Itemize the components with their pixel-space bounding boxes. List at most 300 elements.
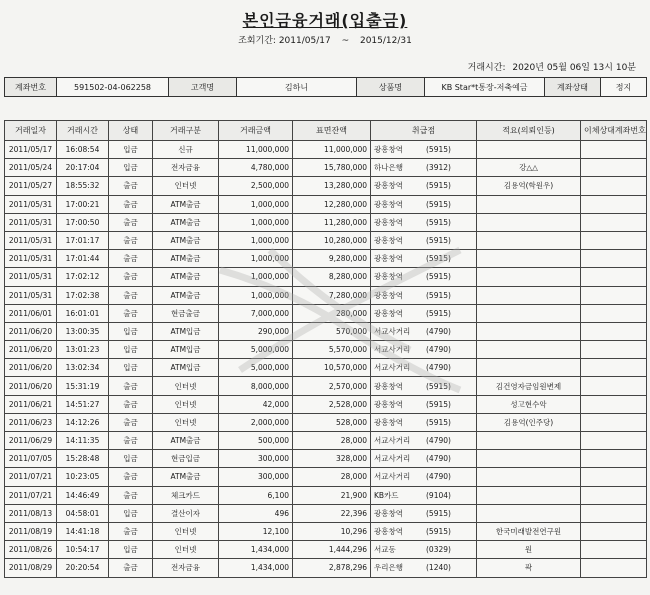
document-title: 본인금융거래(입출금)	[242, 11, 408, 30]
branch-code: (5915)	[426, 290, 451, 300]
row-balance: 28,000	[293, 432, 371, 450]
inquiry-period	[0, 33, 650, 46]
row-amount: 1,434,000	[219, 559, 293, 577]
branch-name: 광흥창역	[374, 181, 403, 191]
row-time: 17:01:44	[57, 250, 109, 268]
table-row	[5, 304, 647, 322]
row-memo: 한국미래발전연구원	[477, 522, 581, 540]
header-counter-account: 이체상대계좌번호	[581, 121, 647, 141]
row-memo	[477, 304, 581, 322]
header-balance: 표면잔액	[293, 121, 371, 141]
row-status: 출금	[109, 522, 153, 540]
account-no-label: 계좌번호	[5, 78, 57, 97]
row-date: 2011/07/21	[5, 468, 57, 486]
row-memo: 김용억(인주당)	[477, 413, 581, 431]
row-date: 2011/08/26	[5, 541, 57, 559]
account-info-table	[4, 77, 647, 97]
print-time	[464, 60, 636, 73]
row-type: 인터넷	[153, 541, 219, 559]
row-branch	[371, 395, 477, 413]
row-type: 인터넷	[153, 377, 219, 395]
row-balance: 2,878,296	[293, 559, 371, 577]
row-type: ATM입금	[153, 322, 219, 340]
row-time: 14:46:49	[57, 486, 109, 504]
row-balance: 570,000	[293, 322, 371, 340]
row-branch	[371, 195, 477, 213]
row-type: ATM출금	[153, 432, 219, 450]
branch-name: 광흥창역	[374, 199, 403, 209]
table-row	[5, 341, 647, 359]
row-balance: 28,000	[293, 468, 371, 486]
row-counter-account	[581, 432, 647, 450]
row-amount: 496	[219, 504, 293, 522]
status-value: 정지	[601, 78, 647, 97]
row-date: 2011/05/31	[5, 268, 57, 286]
row-memo	[477, 432, 581, 450]
row-type: ATM출금	[153, 468, 219, 486]
status-label: 계좌상태	[545, 78, 601, 97]
branch-code: (5915)	[426, 308, 451, 318]
row-balance: 10,296	[293, 522, 371, 540]
table-row	[5, 268, 647, 286]
row-memo: 원	[477, 541, 581, 559]
row-branch	[371, 522, 477, 540]
table-row	[5, 468, 647, 486]
row-date: 2011/05/31	[5, 286, 57, 304]
row-balance: 2,528,000	[293, 395, 371, 413]
row-status: 입금	[109, 504, 153, 522]
row-counter-account	[581, 377, 647, 395]
row-time: 17:02:38	[57, 286, 109, 304]
branch-name: 서교동	[374, 545, 396, 555]
branch-name: 광흥창역	[374, 254, 403, 264]
branch-name: 광흥창역	[374, 308, 403, 318]
table-row	[5, 159, 647, 177]
branch-name: 서교사거리	[374, 436, 411, 446]
period-end: 2015/12/31	[359, 36, 412, 46]
row-date: 2011/05/31	[5, 250, 57, 268]
account-info-row	[5, 78, 647, 97]
row-memo	[477, 268, 581, 286]
row-branch	[371, 286, 477, 304]
row-type: ATM출금	[153, 213, 219, 231]
header-amount: 거래금액	[219, 121, 293, 141]
row-counter-account	[581, 322, 647, 340]
row-time: 17:01:17	[57, 231, 109, 249]
branch-code: (0329)	[426, 545, 451, 555]
row-amount: 1,000,000	[219, 213, 293, 231]
row-type: ATM입금	[153, 359, 219, 377]
row-counter-account	[581, 504, 647, 522]
row-amount: 290,000	[219, 322, 293, 340]
row-balance: 10,570,000	[293, 359, 371, 377]
row-status: 출금	[109, 231, 153, 249]
table-row	[5, 486, 647, 504]
branch-code: (4790)	[426, 326, 451, 336]
branch-name: 광흥창역	[374, 236, 403, 246]
row-time: 14:11:35	[57, 432, 109, 450]
row-counter-account	[581, 304, 647, 322]
header-type: 거래구분	[153, 121, 219, 141]
row-branch	[371, 450, 477, 468]
table-row	[5, 213, 647, 231]
branch-code: (9104)	[426, 490, 451, 500]
branch-code: (4790)	[426, 436, 451, 446]
row-branch	[371, 486, 477, 504]
row-memo	[477, 322, 581, 340]
branch-name: 광흥창역	[374, 272, 403, 282]
row-balance: 13,280,000	[293, 177, 371, 195]
row-branch	[371, 359, 477, 377]
branch-code: (5915)	[426, 199, 451, 209]
row-status: 출금	[109, 432, 153, 450]
row-counter-account	[581, 541, 647, 559]
row-counter-account	[581, 286, 647, 304]
branch-code: (5915)	[426, 181, 451, 191]
row-balance: 528,000	[293, 413, 371, 431]
row-time: 10:54:17	[57, 541, 109, 559]
row-memo: 성고현수악	[477, 395, 581, 413]
row-memo	[477, 195, 581, 213]
branch-name: 우리은행	[374, 563, 403, 573]
branch-name: 서교사거리	[374, 363, 411, 373]
branch-code: (5915)	[426, 145, 451, 155]
row-branch	[371, 231, 477, 249]
header-branch: 취급점	[371, 121, 477, 141]
row-amount: 5,000,000	[219, 341, 293, 359]
row-counter-account	[581, 268, 647, 286]
period-start: 2011/05/17	[278, 36, 331, 46]
row-memo	[477, 141, 581, 159]
branch-name: 서교사거리	[374, 472, 411, 482]
row-status: 출금	[109, 413, 153, 431]
branch-name: 광흥창역	[374, 417, 403, 427]
table-row	[5, 559, 647, 577]
row-date: 2011/05/31	[5, 231, 57, 249]
row-status: 입금	[109, 159, 153, 177]
row-counter-account	[581, 141, 647, 159]
row-balance: 1,444,296	[293, 541, 371, 559]
branch-name: 하나은행	[374, 163, 403, 173]
row-balance: 12,280,000	[293, 195, 371, 213]
row-status: 출금	[109, 468, 153, 486]
row-time: 16:08:54	[57, 141, 109, 159]
row-date: 2011/06/23	[5, 413, 57, 431]
row-memo: 곽	[477, 559, 581, 577]
row-memo	[477, 250, 581, 268]
table-row	[5, 395, 647, 413]
branch-name: 서교사거리	[374, 345, 411, 355]
row-memo	[477, 504, 581, 522]
row-memo	[477, 341, 581, 359]
row-status: 출금	[109, 195, 153, 213]
row-type: ATM입금	[153, 341, 219, 359]
product-name: KB Star*t통장-저축예금	[425, 78, 545, 97]
table-row	[5, 541, 647, 559]
row-date: 2011/08/13	[5, 504, 57, 522]
transaction-table	[4, 120, 647, 578]
row-amount: 7,000,000	[219, 304, 293, 322]
customer-label: 고객명	[169, 78, 237, 97]
row-counter-account	[581, 177, 647, 195]
row-balance: 15,780,000	[293, 159, 371, 177]
table-row	[5, 195, 647, 213]
table-row	[5, 141, 647, 159]
row-memo: 강△△	[477, 159, 581, 177]
branch-name: 광흥창역	[374, 290, 403, 300]
row-branch	[371, 268, 477, 286]
print-time-value: 2020년 05월 06일 13시 10분	[512, 63, 636, 73]
branch-name: 광흥창역	[374, 508, 403, 518]
row-counter-account	[581, 413, 647, 431]
row-branch	[371, 322, 477, 340]
row-time: 14:51:27	[57, 395, 109, 413]
customer-name: 김하니	[237, 78, 357, 97]
table-row	[5, 504, 647, 522]
row-counter-account	[581, 559, 647, 577]
row-type: ATM출금	[153, 250, 219, 268]
row-type: ATM출금	[153, 286, 219, 304]
row-memo	[477, 486, 581, 504]
row-type: 현금입금	[153, 450, 219, 468]
table-row	[5, 286, 647, 304]
branch-name: 서교사거리	[374, 326, 411, 336]
table-row	[5, 432, 647, 450]
row-branch	[371, 413, 477, 431]
row-date: 2011/05/31	[5, 213, 57, 231]
row-amount: 500,000	[219, 432, 293, 450]
branch-name: 광흥창역	[374, 145, 403, 155]
header-status: 상태	[109, 121, 153, 141]
row-amount: 42,000	[219, 395, 293, 413]
branch-code: (5915)	[426, 254, 451, 264]
row-amount: 300,000	[219, 450, 293, 468]
row-type: 현금출금	[153, 304, 219, 322]
row-time: 20:20:54	[57, 559, 109, 577]
branch-name: 광흥창역	[374, 217, 403, 227]
branch-name: 광흥창역	[374, 381, 403, 391]
row-status: 출금	[109, 250, 153, 268]
row-amount: 2,500,000	[219, 177, 293, 195]
row-status: 출금	[109, 268, 153, 286]
row-date: 2011/05/31	[5, 195, 57, 213]
row-date: 2011/06/20	[5, 359, 57, 377]
product-label: 상품명	[357, 78, 425, 97]
row-date: 2011/05/24	[5, 159, 57, 177]
row-memo	[477, 286, 581, 304]
row-amount: 11,000,000	[219, 141, 293, 159]
row-time: 13:01:23	[57, 341, 109, 359]
row-branch	[371, 504, 477, 522]
row-amount: 1,000,000	[219, 286, 293, 304]
row-branch	[371, 341, 477, 359]
row-counter-account	[581, 359, 647, 377]
row-status: 출금	[109, 559, 153, 577]
row-memo	[477, 359, 581, 377]
branch-code: (5915)	[426, 527, 451, 537]
row-memo	[477, 231, 581, 249]
row-counter-account	[581, 250, 647, 268]
branch-name: KB카드	[374, 490, 399, 500]
branch-code: (4790)	[426, 472, 451, 482]
row-date: 2011/05/27	[5, 177, 57, 195]
row-status: 출금	[109, 377, 153, 395]
row-status: 입금	[109, 541, 153, 559]
row-memo	[477, 213, 581, 231]
row-balance: 11,280,000	[293, 213, 371, 231]
row-branch	[371, 213, 477, 231]
row-memo	[477, 468, 581, 486]
row-date: 2011/08/19	[5, 522, 57, 540]
table-row	[5, 377, 647, 395]
row-type: 인터넷	[153, 395, 219, 413]
row-status: 출금	[109, 177, 153, 195]
row-time: 18:55:32	[57, 177, 109, 195]
row-time: 14:41:18	[57, 522, 109, 540]
row-counter-account	[581, 231, 647, 249]
row-status: 입금	[109, 450, 153, 468]
row-type: 결산이자	[153, 504, 219, 522]
row-balance: 22,396	[293, 504, 371, 522]
row-balance: 2,570,000	[293, 377, 371, 395]
row-amount: 1,000,000	[219, 195, 293, 213]
row-counter-account	[581, 213, 647, 231]
row-counter-account	[581, 486, 647, 504]
row-time: 17:02:12	[57, 268, 109, 286]
branch-name: 광흥창역	[374, 399, 403, 409]
row-status: 출금	[109, 486, 153, 504]
row-amount: 300,000	[219, 468, 293, 486]
row-balance: 280,000	[293, 304, 371, 322]
row-branch	[371, 250, 477, 268]
table-row	[5, 177, 647, 195]
row-balance: 5,570,000	[293, 341, 371, 359]
row-type: ATM출금	[153, 195, 219, 213]
row-balance: 8,280,000	[293, 268, 371, 286]
row-branch	[371, 468, 477, 486]
branch-code: (5915)	[426, 381, 451, 391]
row-amount: 12,100	[219, 522, 293, 540]
row-branch	[371, 377, 477, 395]
row-memo	[477, 450, 581, 468]
branch-code: (5915)	[426, 417, 451, 427]
row-balance: 7,280,000	[293, 286, 371, 304]
row-type: 인터넷	[153, 522, 219, 540]
row-balance: 10,280,000	[293, 231, 371, 249]
header-time: 거래시간	[57, 121, 109, 141]
row-counter-account	[581, 395, 647, 413]
row-date: 2011/06/21	[5, 395, 57, 413]
table-row	[5, 250, 647, 268]
period-separator: ~	[341, 36, 350, 46]
table-row	[5, 322, 647, 340]
branch-code: (5915)	[426, 399, 451, 409]
row-status: 출금	[109, 304, 153, 322]
row-balance: 328,000	[293, 450, 371, 468]
row-counter-account	[581, 195, 647, 213]
row-amount: 4,780,000	[219, 159, 293, 177]
row-branch	[371, 432, 477, 450]
row-time: 04:58:01	[57, 504, 109, 522]
row-balance: 21,900	[293, 486, 371, 504]
row-status: 출금	[109, 286, 153, 304]
table-header-row	[5, 121, 647, 141]
row-type: 인터넷	[153, 177, 219, 195]
row-status: 입금	[109, 359, 153, 377]
row-status: 입금	[109, 322, 153, 340]
row-branch	[371, 304, 477, 322]
row-time: 13:02:34	[57, 359, 109, 377]
header-date: 거래일자	[5, 121, 57, 141]
branch-code: (3912)	[426, 163, 451, 173]
row-counter-account	[581, 341, 647, 359]
branch-code: (5915)	[426, 272, 451, 282]
row-memo: 김용억(학원우)	[477, 177, 581, 195]
period-label: 조회기간:	[238, 36, 276, 46]
row-time: 14:12:26	[57, 413, 109, 431]
row-amount: 6,100	[219, 486, 293, 504]
account-no-value: 591502-04-062258	[57, 78, 169, 97]
row-amount: 2,000,000	[219, 413, 293, 431]
row-amount: 1,000,000	[219, 231, 293, 249]
table-row	[5, 413, 647, 431]
branch-code: (4790)	[426, 454, 451, 464]
row-date: 2011/06/20	[5, 377, 57, 395]
row-memo: 김건영자금임원변제	[477, 377, 581, 395]
row-time: 10:23:05	[57, 468, 109, 486]
branch-name: 서교사거리	[374, 454, 411, 464]
row-amount: 5,000,000	[219, 359, 293, 377]
row-status: 입금	[109, 141, 153, 159]
row-type: 인터넷	[153, 413, 219, 431]
row-counter-account	[581, 468, 647, 486]
row-counter-account	[581, 159, 647, 177]
branch-name: 광흥창역	[374, 527, 403, 537]
branch-code: (4790)	[426, 345, 451, 355]
table-row	[5, 522, 647, 540]
row-balance: 9,280,000	[293, 250, 371, 268]
row-status: 입금	[109, 341, 153, 359]
row-counter-account	[581, 450, 647, 468]
row-branch	[371, 559, 477, 577]
row-type: 신규	[153, 141, 219, 159]
branch-code: (5915)	[426, 217, 451, 227]
row-branch	[371, 159, 477, 177]
table-row	[5, 359, 647, 377]
row-time: 17:00:50	[57, 213, 109, 231]
branch-code: (1240)	[426, 563, 451, 573]
row-time: 17:00:21	[57, 195, 109, 213]
row-amount: 8,000,000	[219, 377, 293, 395]
row-amount: 1,000,000	[219, 268, 293, 286]
row-date: 2011/08/29	[5, 559, 57, 577]
branch-code: (5915)	[426, 508, 451, 518]
row-balance: 11,000,000	[293, 141, 371, 159]
row-type: 전자금융	[153, 159, 219, 177]
row-counter-account	[581, 522, 647, 540]
row-branch	[371, 541, 477, 559]
row-branch	[371, 141, 477, 159]
row-type: 체크카드	[153, 486, 219, 504]
row-status: 출금	[109, 395, 153, 413]
row-status: 출금	[109, 213, 153, 231]
row-branch	[371, 177, 477, 195]
row-time: 20:17:04	[57, 159, 109, 177]
row-type: ATM출금	[153, 231, 219, 249]
row-date: 2011/06/01	[5, 304, 57, 322]
row-time: 13:00:35	[57, 322, 109, 340]
row-time: 15:28:48	[57, 450, 109, 468]
